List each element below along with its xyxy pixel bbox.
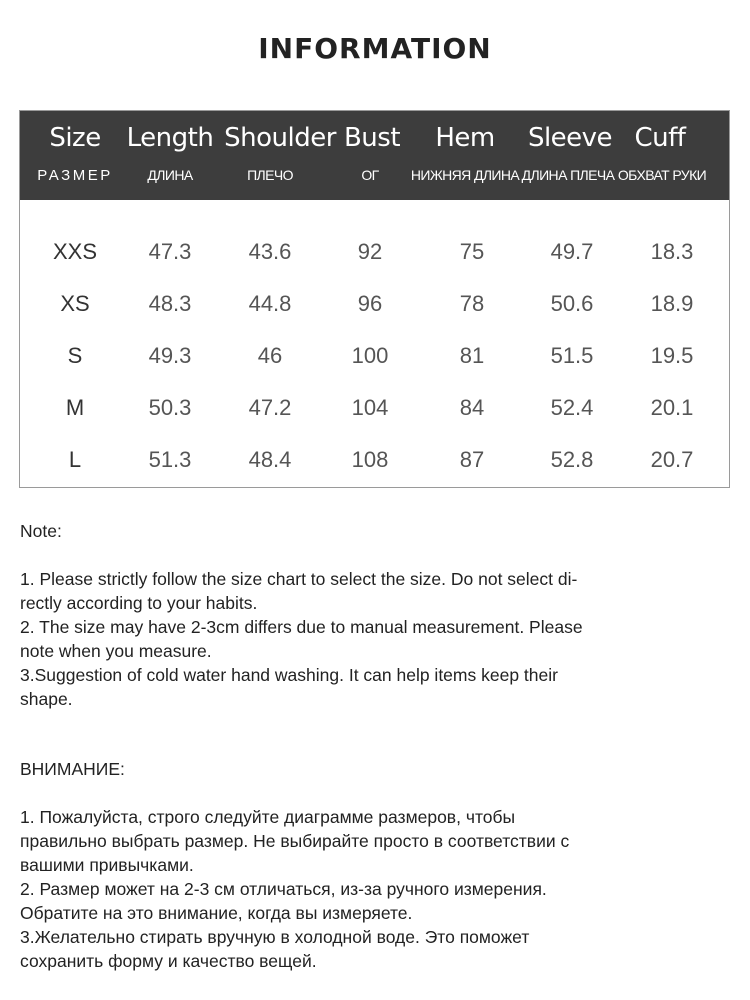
table-header: [20, 111, 729, 200]
row-sleeve: 51.5: [550, 343, 594, 368]
row-hem: 78: [459, 291, 485, 316]
header-size: Size: [49, 123, 101, 153]
header-size-ru: РАЗМЕР: [37, 167, 113, 184]
notes-section: [20, 519, 720, 973]
row-size: S: [67, 343, 83, 368]
notes-ru-line: сохранить форму и качество вещей.: [20, 951, 317, 971]
row-size: XS: [60, 291, 90, 316]
notes-en-line: note when you measure.: [20, 641, 212, 661]
notes-en-line: shape.: [20, 689, 73, 709]
notes-en-heading: Note:: [20, 521, 62, 541]
row-shoulder: 43.6: [248, 239, 292, 264]
notes-en-line: 3.Suggestion of cold water hand washing. It can help items keep their: [20, 665, 558, 685]
row-shoulder: 44.8: [248, 291, 292, 316]
row-sleeve: 52.4: [550, 395, 594, 420]
row-size: XXS: [52, 239, 98, 264]
row-sleeve: 52.8: [550, 447, 594, 472]
row-cuff: 18.9: [650, 291, 694, 316]
header-bust-ru: ОГ: [361, 167, 379, 183]
row-hem: 87: [459, 447, 485, 472]
table-row: [20, 330, 729, 382]
notes-ru-line: правильно выбрать размер. Не выбирайте просто в соответствии с: [20, 831, 570, 851]
row-size: L: [68, 447, 82, 472]
row-cuff: 20.1: [650, 395, 694, 420]
header-length-ru: ДЛИНА: [147, 167, 193, 183]
page-title: INFORMATION: [258, 32, 492, 65]
header-sleeve-ru: ДЛИНА ПЛЕЧА: [521, 167, 615, 183]
row-length: 48.3: [148, 291, 192, 316]
row-length: 47.3: [148, 239, 192, 264]
notes-ru-line: Обратите на это внимание, когда вы измеряете.: [20, 903, 413, 923]
header-shoulder-ru: ПЛЕЧО: [247, 167, 293, 183]
row-hem: 75: [459, 239, 485, 264]
row-bust: 108: [351, 447, 389, 472]
notes-en-line: 1. Please strictly follow the size chart to select the size. Do not select di-: [20, 569, 578, 589]
row-length: 49.3: [148, 343, 192, 368]
row-sleeve: 49.7: [550, 239, 594, 264]
row-bust: 104: [351, 395, 389, 420]
table-row: [20, 382, 729, 434]
row-shoulder: 46: [257, 343, 283, 368]
row-length: 50.3: [148, 395, 192, 420]
row-cuff: 18.3: [650, 239, 694, 264]
row-cuff: 20.7: [650, 447, 694, 472]
header-hem: Hem: [435, 123, 495, 153]
notes-ru-line: 2. Размер может на 2-3 см отличаться, из-за ручного измерения.: [20, 879, 547, 899]
table-row: [20, 226, 729, 278]
notes-ru-line: 1. Пожалуйста, строго следуйте диаграмме размеров, чтобы: [20, 807, 516, 827]
header-length: Length: [126, 123, 214, 153]
header-shoulder: Shoulder: [224, 123, 336, 153]
notes-ru-line: 3.Желательно стирать вручную в холодной воде. Это поможет: [20, 927, 530, 947]
row-cuff: 19.5: [650, 343, 694, 368]
row-bust: 100: [351, 343, 389, 368]
row-size: M: [65, 395, 85, 420]
header-sleeve: Sleeve: [527, 123, 613, 153]
notes-ru-heading: ВНИМАНИЕ:: [20, 759, 125, 779]
header-hem-ru: НИЖНЯЯ ДЛИНА: [410, 167, 520, 183]
row-hem: 81: [459, 343, 485, 368]
row-length: 51.3: [148, 447, 192, 472]
notes-en-line: 2. The size may have 2-3cm differs due to manual measurement. Please: [20, 617, 583, 637]
notes-en-line: rectly according to your habits.: [20, 593, 258, 613]
header-bust: Bust: [343, 123, 401, 153]
header-cuff: Cuff: [634, 123, 686, 153]
row-bust: 96: [357, 291, 383, 316]
row-sleeve: 50.6: [550, 291, 594, 316]
size-chart-table: [19, 110, 730, 488]
table-row: [20, 434, 729, 486]
header-cuff-ru: ОБХВАТ РУКИ: [617, 167, 707, 183]
table-row: [20, 278, 729, 330]
row-bust: 92: [357, 239, 383, 264]
row-hem: 84: [459, 395, 485, 420]
notes-ru-line: вашими привычками.: [20, 855, 194, 875]
row-shoulder: 47.2: [248, 395, 292, 420]
row-shoulder: 48.4: [248, 447, 292, 472]
